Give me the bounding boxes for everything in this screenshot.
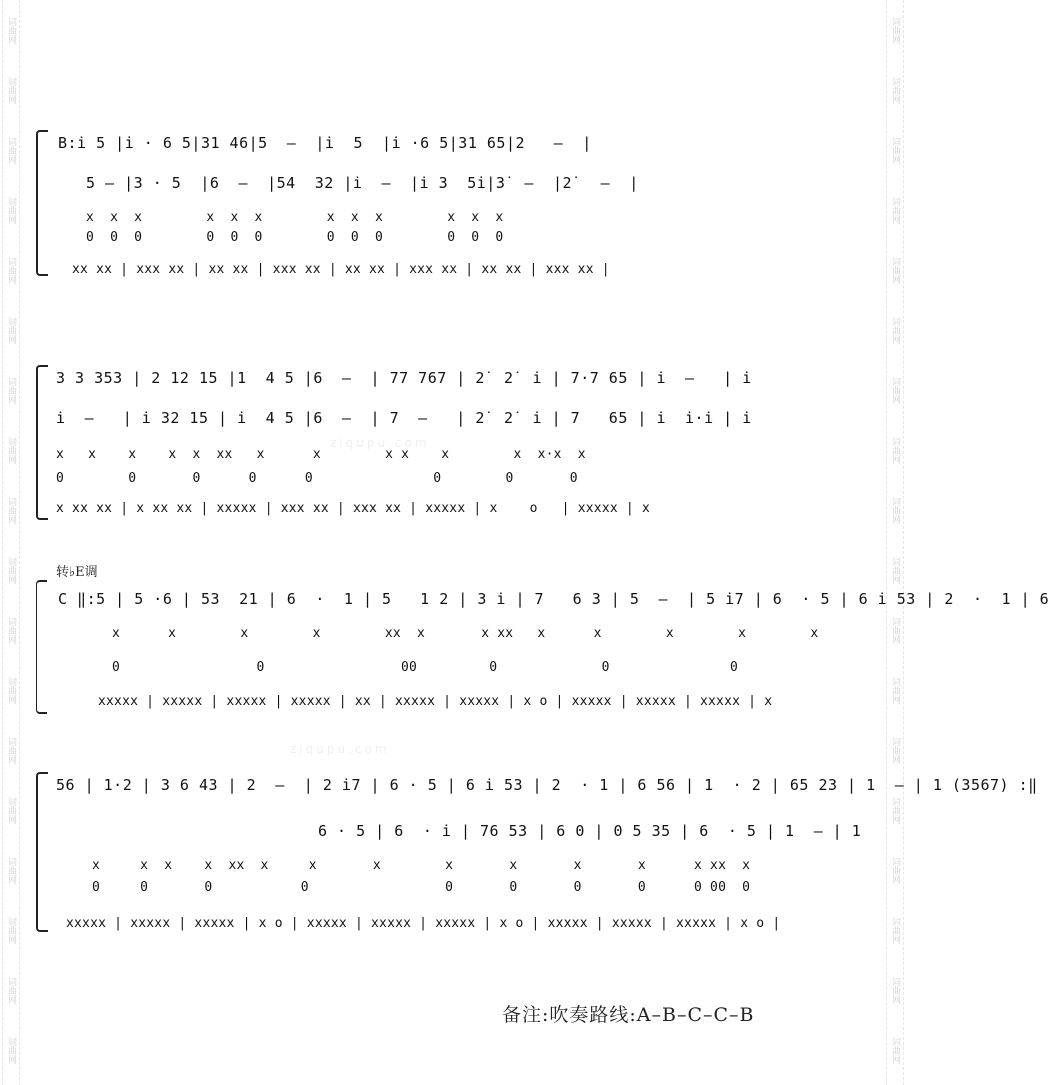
center-watermark: ziqupu.com [330,436,430,450]
watermark-text: 词曲网 [6,556,16,584]
watermark-text: 词曲网 [6,376,16,404]
system-brace [36,580,47,714]
watermark-text: 词曲网 [890,136,900,164]
watermark-text: 词曲网 [890,856,900,884]
rhythm-line: xxxxx | xxxxx | xxxxx | xxxxx | xx | xxxxx | xxxxx | x o | xxxxx | xxxxx | xxxxx | x [98,694,773,709]
watermark-text: 词曲网 [6,796,16,824]
watermark-text: 词曲网 [890,16,900,44]
percussion-x-line: x x x x xx x x xx x x x x x [112,626,819,641]
performance-route-note: 备注:吹奏路线:A–B–C–C–B [502,1004,755,1026]
watermark-text: 词曲网 [890,796,900,824]
harmony-line: i̇ – | i̇ 32 15 | i̇ 4 5 |6 – | 7 – | 2̇ 2̇ i̇ | 7 65 | i̇ i̇·i̇ | i̇ [56,409,752,427]
watermark-text: 词曲网 [890,676,900,704]
system-brace [36,772,48,932]
score-system-b [36,130,866,276]
watermark-text: 词曲网 [6,616,16,644]
melody-line: 3 3 353 | 2 12 15 |1 4 5 |6 – | 77 767 | 2̇ 2̇ i̇ | 7·7 65 | i̇ – | i̇ [56,369,752,387]
watermark-text: 词曲网 [890,196,900,224]
melody-line: C ‖:5 | 5 ·6 | 53 21 | 6 · 1 | 5 1 2 | 3 i̇ | 7 6 3 | 5 – | 5 i̇7 | 6 · 5 | 6 i̇ 53 | 2 · 1 | 6 [58,590,1049,608]
watermark-text: 词曲网 [6,736,16,764]
watermark-text: 词曲网 [890,556,900,584]
percussion-o-line: 0 0 0 0 0 0 0 0 0 00 0 [92,880,751,895]
watermark-text: 词曲网 [6,676,16,704]
watermark-text: 词曲网 [890,436,900,464]
system-brace [36,130,48,276]
watermark-text: 词曲网 [6,136,16,164]
key-change-label: 转♭E调 [56,565,98,580]
watermark-text: 词曲网 [6,856,16,884]
watermark-text: 词曲网 [6,916,16,944]
watermark-text: 词曲网 [890,496,900,524]
melody-line: 56 | 1·2 | 3 6 43 | 2 – | 2 i̇7 | 6 · 5 | 6 i̇ 53 | 2 · 1 | 6 56 | 1 · 2 | 65 23 | 1 – | 1 (3567) :‖ [56,776,1038,794]
watermark-text: 词曲网 [6,496,16,524]
watermark-text: 词曲网 [890,736,900,764]
percussion-o-line: 0 0 0 0 0 0 0 0 [56,471,578,486]
right-watermark-column [886,0,904,1085]
watermark-text: 词曲网 [890,316,900,344]
percussion-x-line: x x x x xx x x x x x x x x xx x [92,858,751,873]
watermark-text: 词曲网 [890,1036,900,1064]
percussion-o-line: 0 0 00 0 0 0 [112,660,739,675]
watermark-text: 词曲网 [6,256,16,284]
system-brace [36,365,48,520]
center-watermark: ziqupu.com [290,742,390,756]
left-watermark-column [2,0,20,1085]
watermark-text: 词曲网 [890,376,900,404]
watermark-text: 词曲网 [890,256,900,284]
watermark-text: 词曲网 [890,976,900,1004]
harmony-line: 6 · 5 | 6 · i̇ | 76 53 | 6 0 | 0 5 35 | 6 · 5 | 1 – | 1 [318,822,862,840]
score-system-2 [36,365,866,520]
watermark-text: 词曲网 [6,76,16,104]
melody-line: B:i̇ 5 |i̇ · 6 5|31 46|5 – |i̇ 5 |i̇ ·6 5|31 65|2 – | [58,134,592,152]
watermark-text: 词曲网 [6,196,16,224]
watermark-text: 词曲网 [6,316,16,344]
watermark-text: 词曲网 [890,916,900,944]
watermark-text: 词曲网 [6,436,16,464]
percussion-o-line: 0 0 0 0 0 0 0 0 0 0 0 0 [86,230,504,245]
harmony-line: 5 – |3 · 5 |6 – |54 32 |i̇ – |i̇ 3 5i̇|3̇ – |2̇ – | [86,174,639,192]
watermark-text: 词曲网 [6,976,16,1004]
percussion-x-line: x x x x x x x x x x x x [86,210,504,225]
watermark-text: 词曲网 [6,16,16,44]
percussion-x-line: x x x x x xx x x x x x x x·x x [56,447,586,462]
rhythm-line: xx xx | xxx xx | xx xx | xxx xx | xx xx | xxx xx | xx xx | xxx xx | [72,262,610,277]
watermark-text: 词曲网 [890,76,900,104]
watermark-text: 词曲网 [890,616,900,644]
rhythm-line: x xx xx | x xx xx | xxxxx | xxx xx | xxx xx | xxxxx | x o | xxxxx | x [56,501,650,516]
rhythm-line: xxxxx | xxxxx | xxxxx | x o | xxxxx | xxxxx | xxxxx | x o | xxxxx | xxxxx | xxxxx | x o | [66,916,781,931]
watermark-text: 词曲网 [6,1036,16,1064]
